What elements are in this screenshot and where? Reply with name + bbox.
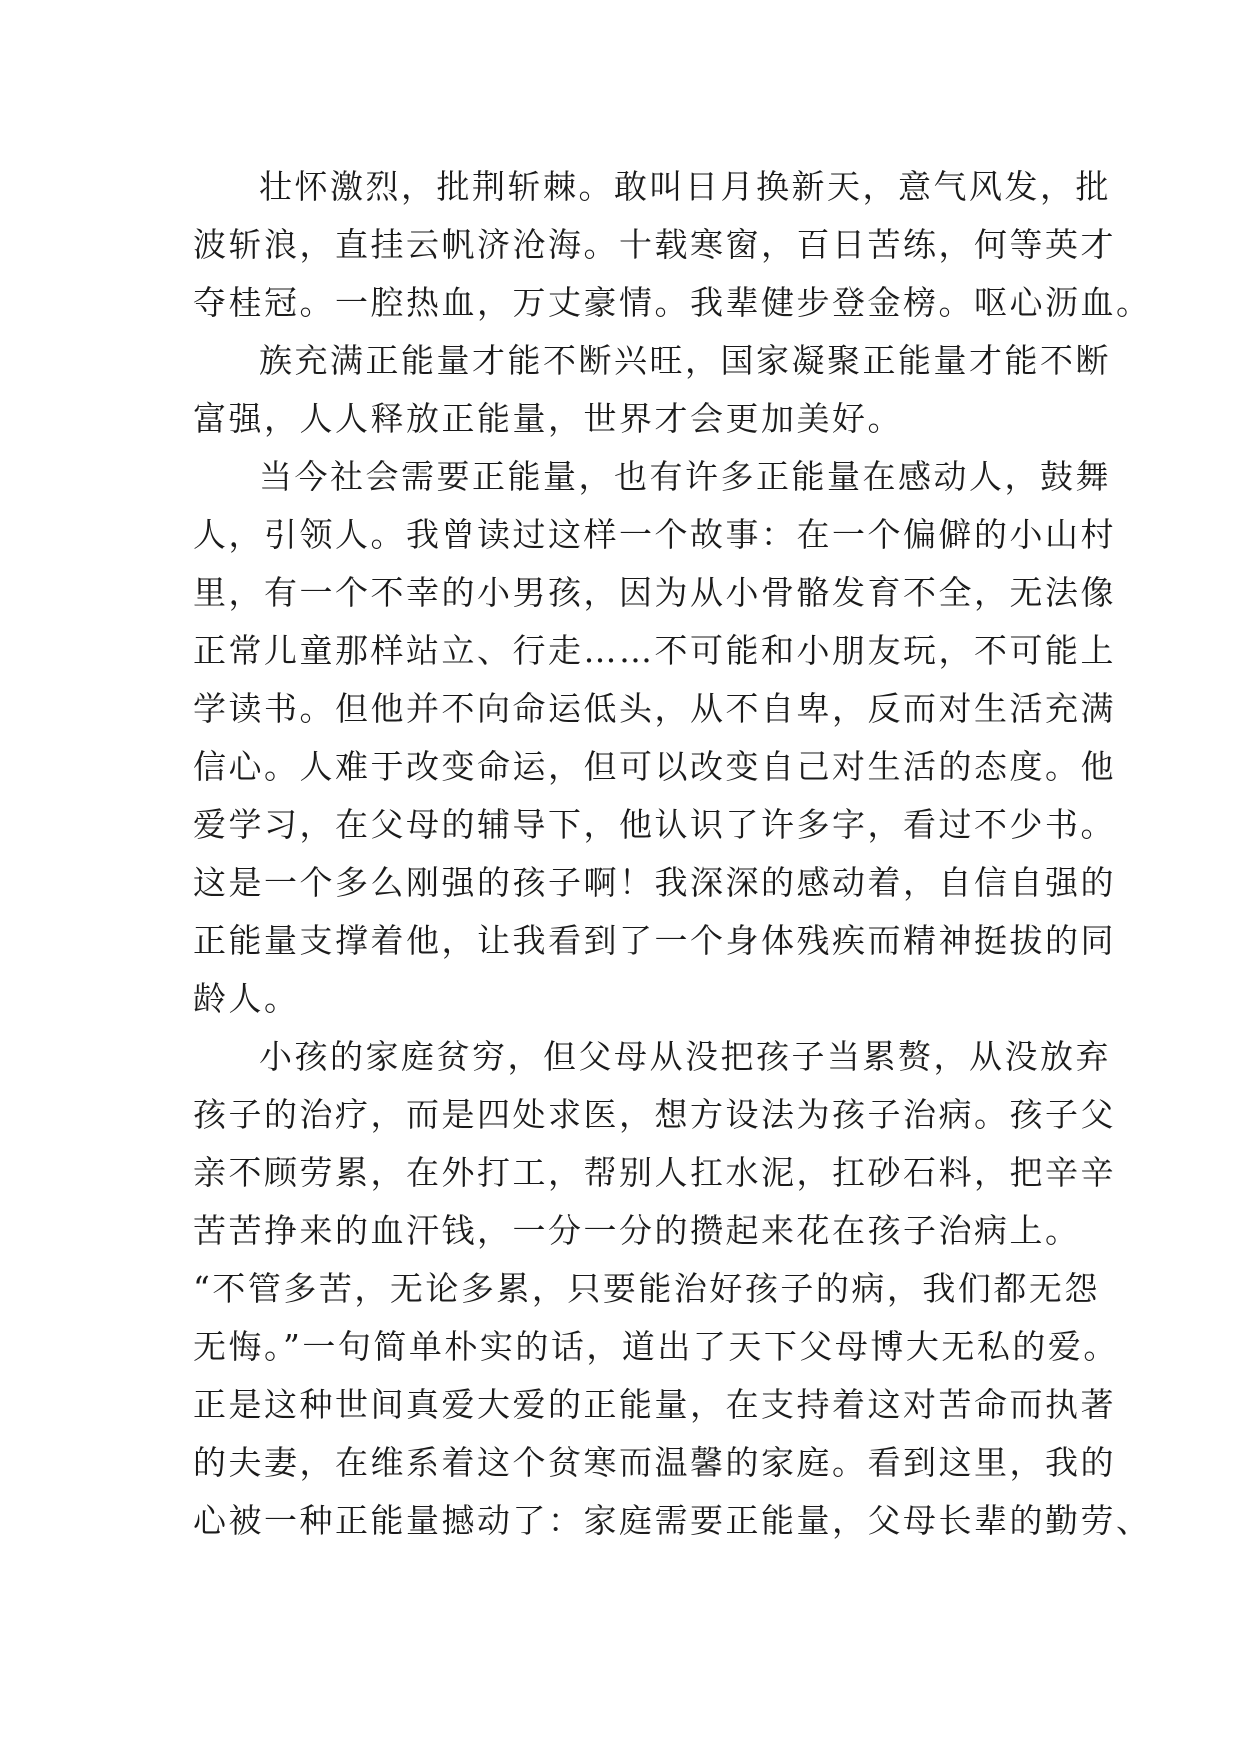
text-line: 族充满正能量才能不断兴旺，国家凝聚正能量才能不断 <box>259 341 1111 380</box>
text-line: 这是一个多么刚强的孩子啊！我深深的感动着，自信自强的 <box>193 863 1116 902</box>
text-line: 波斩浪，直挂云帆济沧海。十载寒窗，百日苦练，何等英才 <box>193 225 1116 264</box>
text-line: 里，有一个不幸的小男孩，因为从小骨骼发育不全，无法像 <box>193 573 1116 612</box>
text-line: 的夫妻，在维系着这个贫寒而温馨的家庭。看到这里，我的 <box>193 1443 1116 1482</box>
text-line: “不管多苦，无论多累，只要能治好孩子的病，我们都无怨 <box>193 1269 1100 1308</box>
text-line: 亲不顾劳累，在外打工，帮别人扛水泥，扛砂石料，把辛辛 <box>193 1153 1116 1192</box>
text-line: 爱学习，在父母的辅导下，他认识了许多字，看过不少书。 <box>193 805 1116 844</box>
text-line: 心被一种正能量撼动了：家庭需要正能量，父母长辈的勤劳、 <box>193 1501 1152 1540</box>
text-line: 正是这种世间真爱大爱的正能量，在支持着这对苦命而执著 <box>193 1385 1116 1424</box>
text-line: 正常儿童那样站立、行走……不可能和小朋友玩，不可能上 <box>193 631 1116 670</box>
text-line: 壮怀激烈，批荆斩棘。敢叫日月换新天，意气风发，批 <box>259 167 1111 206</box>
text-line: 孩子的治疗，而是四处求医，想方设法为孩子治病。孩子父 <box>193 1095 1116 1134</box>
text-line: 龄人。 <box>193 979 300 1018</box>
text-line: 苦苦挣来的血汗钱，一分一分的攒起来花在孩子治病上。 <box>193 1211 1081 1250</box>
text-line: 当今社会需要正能量，也有许多正能量在感动人，鼓舞 <box>259 457 1111 496</box>
text-line: 富强，人人释放正能量，世界才会更加美好。 <box>193 399 903 438</box>
text-line: 人，引领人。我曾读过这样一个故事：在一个偏僻的小山村 <box>193 515 1116 554</box>
text-line: 无悔。”一句简单朴实的话，道出了天下父母博大无私的爱。 <box>193 1327 1119 1366</box>
text-line: 小孩的家庭贫穷，但父母从没把孩子当累赘，从没放弃 <box>259 1037 1111 1076</box>
body-text <box>193 158 1152 1550</box>
text-line: 学读书。但他并不向命运低头，从不自卑，反而对生活充满 <box>193 689 1116 728</box>
text-line: 信心。人难于改变命运，但可以改变自己对生活的态度。他 <box>193 747 1116 786</box>
text-line: 夺桂冠。一腔热血，万丈豪情。我辈健步登金榜。呕心沥血。 <box>193 283 1152 322</box>
text-line: 正能量支撑着他，让我看到了一个身体残疾而精神挺拔的同 <box>193 921 1116 960</box>
